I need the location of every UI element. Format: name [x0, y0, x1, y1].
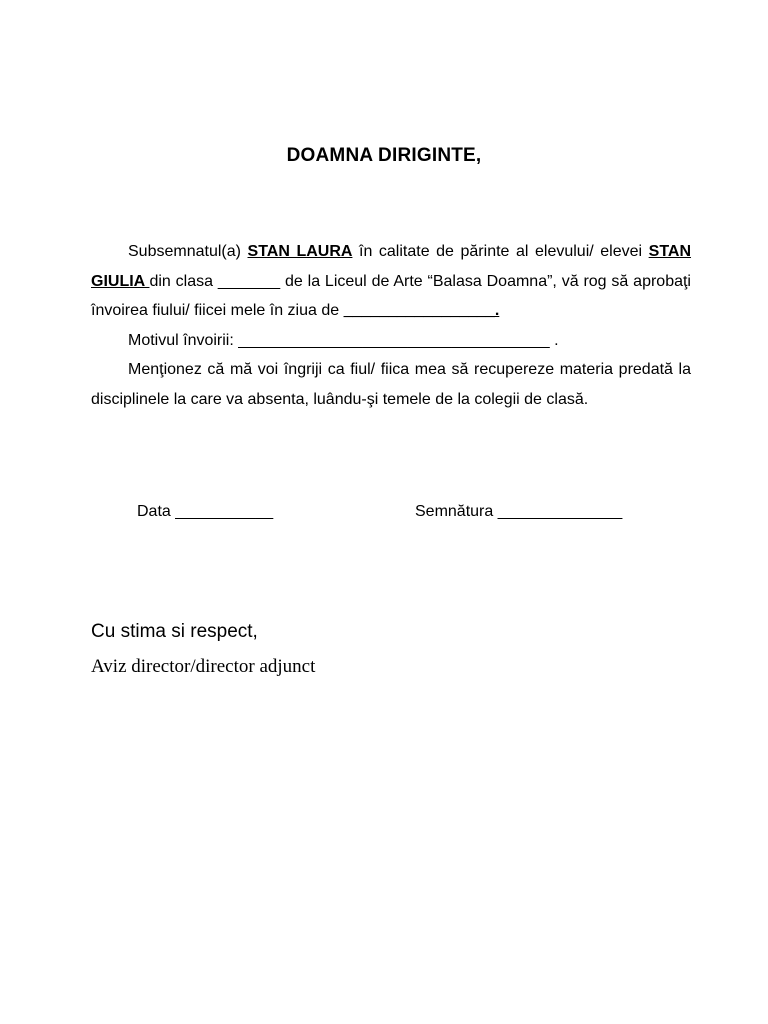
- signature-field: Semnătura ______________: [415, 503, 623, 520]
- reason-paragraph: Motivul învoirii: ___________________________________ .: [128, 331, 559, 349]
- commitment-paragraph: Menţionez că mă voi îngriji ca fiul/ fiica mea să recupereze materia predată la disciplinele la care va absenta, luându-şi temele de la colegii de clasă.: [91, 361, 691, 408]
- date-field: Data ___________: [137, 503, 274, 520]
- request-role-text: în calitate de părinte al elevului/ elevei: [352, 243, 649, 260]
- document-body: [91, 237, 691, 414]
- approval-line: Aviz director/director adjunct: [91, 656, 316, 677]
- parent-name: STAN LAURA: [247, 243, 353, 260]
- request-date-blank: _________________.: [343, 302, 500, 319]
- request-lead: Subsemnatul(a): [128, 243, 248, 260]
- request-paragraph: [91, 237, 691, 326]
- request-class-text: din clasa _______ de la Liceul de Arte “Balasa Doamna”, vă rog să aprobaţi învoirea fiului/ fiicei mele în ziua de: [91, 272, 691, 319]
- student-name: STAN GIULIA: [91, 243, 692, 290]
- closing-line: Cu stima si respect,: [91, 621, 258, 642]
- document-title: DOAMNA DIRIGINTE,: [286, 145, 482, 166]
